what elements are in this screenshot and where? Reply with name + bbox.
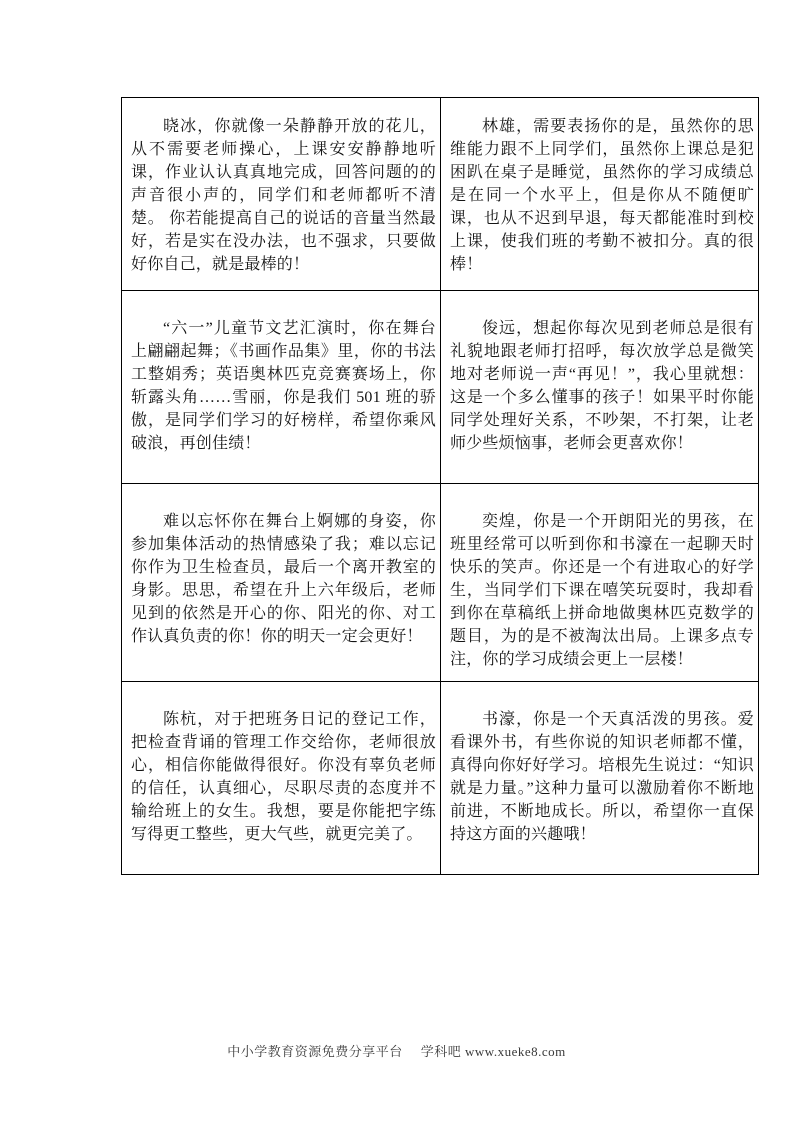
comment-text: “六一”儿童节文艺汇演时，你在舞台上翩翩起舞；《书画作品集》里，你的书法工整娟秀；英语奥林匹克竞赛赛场上，你斩露头角……雪丽，你是我们 501 班的骄傲，是同学们学习的好榜样，希望你乘风破浪，再创佳绩！ bbox=[131, 320, 436, 452]
table-row bbox=[122, 98, 759, 291]
table-cell bbox=[122, 484, 441, 682]
comment-text: 书濠，你是一个天真活泼的男孩。爱看课外书，有些你说的知识老师都不懂，真得向你好好学习。培根先生说过：“知识就是力量。”这种力量可以激励着你不断地前进，不断地成长。所以，希望你一直保持这方面的兴趣哦！ bbox=[450, 711, 754, 843]
page-footer bbox=[0, 1041, 793, 1060]
table-cell bbox=[122, 682, 441, 875]
table-row bbox=[122, 291, 759, 484]
table-cell bbox=[122, 291, 441, 484]
table-cell bbox=[441, 98, 759, 291]
table-cell bbox=[441, 682, 759, 875]
table-row bbox=[122, 484, 759, 682]
footer-platform-text: 中小学教育资源免费分享平台 bbox=[227, 1044, 403, 1059]
comment-text: 难以忘怀你在舞台上婀娜的身姿，你参加集体活动的热情感染了我；难以忘记你作为卫生检查员，最后一个离开教室的身影。思思，希望在升上六年级后，老师见到的依然是开心的你、阳光的你、对工作认真负责的你！你的明天一定会更好！ bbox=[131, 513, 436, 645]
comment-text: 俊远，想起你每次见到老师总是很有礼貌地跟老师打招呼，每次放学总是微笑地对老师说一声“再见！”，我心里就想：这是一个多么懂事的孩子！如果平时你能同学处理好关系，不吵架，不打架，让老师少些烦恼事，老师会更喜欢你！ bbox=[450, 320, 754, 452]
comment-text: 陈杭，对于把班务日记的登记工作，把检查背诵的管理工作交给你，老师很放心，相信你能做得很好。你没有辜负老师的信任，认真细心，尽职尽责的态度并不输给班上的女生。我想，要是你能把字练写得更工整些，更大气些，就更完美了。 bbox=[131, 711, 436, 843]
comment-text: 晓冰，你就像一朵静静开放的花儿，从不需要老师操心，上课安安静静地听课，作业认认真真地完成，回答问题的的声音很小声的，同学们和老师都听不清楚。 你若能提高自己的说话的音量当然最好，若是实在没办法，也不强求，只要做好你自己，就是最棒的！ bbox=[131, 118, 436, 273]
footer-site-link: 学科吧 www.xueke8.com bbox=[420, 1044, 566, 1059]
table-cell bbox=[441, 484, 759, 682]
table-cell bbox=[122, 98, 441, 291]
table-row bbox=[122, 682, 759, 875]
table-cell bbox=[441, 291, 759, 484]
student-comments-table bbox=[121, 97, 759, 875]
comment-text: 林雄，需要表扬你的是，虽然你的思维能力跟不上同学们，虽然你上课总是犯困趴在桌子是睡觉，虽然你的学习成绩总是在同一个水平上，但是你从不随便旷课，也从不迟到早退，每天都能准时到校上课，使我们班的考勤不被扣分。真的很棒！ bbox=[450, 118, 754, 273]
comment-text: 奕煌，你是一个开朗阳光的男孩，在班里经常可以听到你和书濠在一起聊天时快乐的笑声。你还是一个有进取心的好学生，当同学们下课在嘻笑玩耍时，我却看到你在草稿纸上拼命地做奥林匹克数学的题目，为的是不被淘汰出局。上课多点专注，你的学习成绩会更上一层楼！ bbox=[450, 513, 754, 668]
